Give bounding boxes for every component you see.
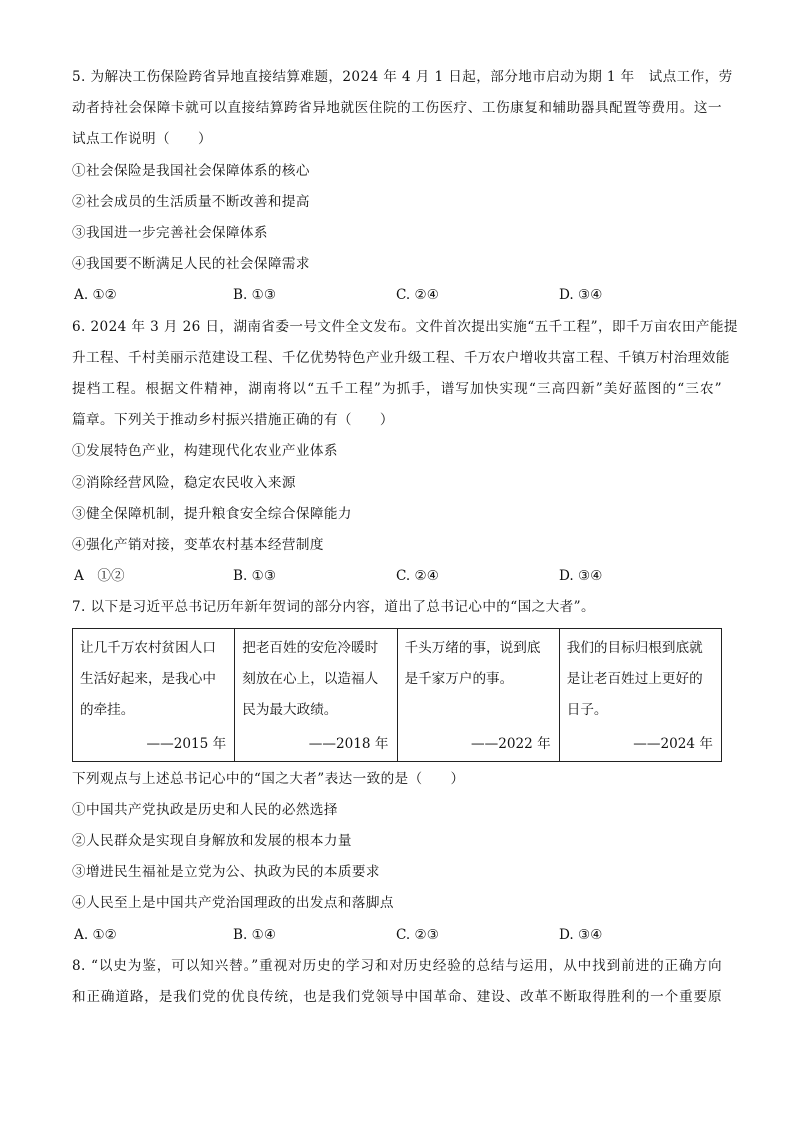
option-2: ②人民群众是实现自身解放和发展的根本力量 [72, 833, 352, 850]
question-6 [72, 312, 738, 593]
option-3: ③增进民生福祉是立党为公、执政为民的本质要求 [72, 864, 380, 881]
quote-text: 我们的目标归根到底就是让老百姓过上更好的日子。 [566, 639, 703, 718]
quote-table [72, 628, 722, 762]
option-1: ①发展特色产业，构建现代化农业产业体系 [72, 443, 338, 460]
option-1: ①社会保险是我国社会保障体系的核心 [72, 162, 310, 179]
quote-text: 千头万绪的事，说到底是千家万户的事。 [404, 639, 541, 687]
question-prompt: 下列观点与上述总书记心中的“国之大者”表达一致的是（ ） [72, 770, 465, 787]
quote-cell [397, 628, 559, 761]
quote-cell [73, 628, 235, 761]
question-stem-line: 提档工程。根据文件精神，湖南将以“五千工程”为抓手，谱写加快实现“三高四新”美好蓝图的“三农” [72, 381, 722, 398]
question-stem-line: 6. 2024 年 3 月 26 日，湖南省委一号文件全文发布。文件首次提出实施“五千工程”，即千万亩农田产能提 [72, 318, 738, 335]
question-8 [72, 951, 722, 1013]
quote-year: ——2018 年 [308, 735, 389, 752]
quote-cell [235, 628, 397, 761]
question-stem-line: 5. 为解决工伤保险跨省异地直接结算难题，2024 年 4 月 1 日起，部分地市启动为期 1 年 试点工作，劳 [72, 69, 733, 85]
quote-year: ——2015 年 [146, 735, 227, 752]
question-stem-line: 篇章。下列关于推动乡村振兴措施正确的有（ ） [72, 412, 394, 429]
option-4: ④强化产销对接，变革农村基本经营制度 [72, 537, 324, 554]
option-3: ③我国进一步完善社会保障体系 [72, 225, 268, 242]
answer-choices [72, 920, 722, 951]
choice-c: C. ②④ [396, 568, 439, 585]
question-stem-line: 升工程、千村美丽示范建设工程、千亿优势特色产业升级工程、千万农户增收共富工程、千镇万村治理效能 [72, 349, 730, 366]
choice-b: B. ①③ [233, 287, 277, 304]
quote-text: 让几千万农村贫困人口生活好起来，是我心中的牵挂。 [80, 639, 216, 718]
exam-page [72, 62, 738, 1013]
choice-a: A ①② [74, 568, 125, 585]
choice-b: B. ①③ [233, 568, 277, 585]
option-4: ④人民至上是中国共产党治国理政的出发点和落脚点 [72, 895, 394, 912]
option-1: ①中国共产党执政是历史和人民的必然选择 [72, 801, 338, 818]
choice-d: D. ③④ [559, 287, 603, 304]
question-5 [72, 62, 733, 312]
question-stem-line: 和正确道路，是我们党的优良传统，也是我们党领导中国革命、建设、改革不断取得胜利的一个重要原 [72, 989, 722, 1006]
question-stem-line: 8. “以史为鉴，可以知兴替。”重视对历史的学习和对历史经验的总结与运用，从中找到前进的正确方向 [72, 957, 722, 974]
choice-d: D. ③④ [559, 568, 603, 585]
choice-a: A. ①② [74, 926, 117, 943]
choice-c: C. ②③ [396, 926, 439, 943]
option-3: ③健全保障机制，提升粮食安全综合保障能力 [72, 505, 352, 522]
quote-text: 把老百姓的安危冷暖时刻放在心上，以造福人民为最大政绩。 [242, 639, 379, 718]
quote-year: ——2022 年 [471, 735, 551, 752]
question-7 [72, 592, 722, 950]
answer-choices [72, 561, 722, 592]
question-stem-line: 试点工作说明（ ） [72, 131, 212, 148]
choice-a: A. ①② [74, 287, 117, 304]
question-stem-line: 动者持社会保障卡就可以直接结算跨省异地就医住院的工伤医疗、工伤康复和辅助器具配置等费用。这一 [72, 100, 722, 117]
quote-cell [559, 628, 721, 761]
question-stem: 7. 以下是习近平总书记历年新年贺词的部分内容，道出了总书记心中的“国之大者”。 [72, 599, 595, 616]
option-2: ②社会成员的生活质量不断改善和提高 [72, 193, 310, 210]
option-2: ②消除经营风险，稳定农民收入来源 [72, 474, 296, 491]
choice-b: B. ①④ [233, 926, 277, 943]
answer-choices [72, 280, 722, 311]
quote-year: ——2024 年 [633, 735, 713, 752]
choice-c: C. ②④ [396, 287, 439, 304]
option-4: ④我国要不断满足人民的社会保障需求 [72, 256, 310, 273]
choice-d: D. ③④ [559, 926, 603, 943]
